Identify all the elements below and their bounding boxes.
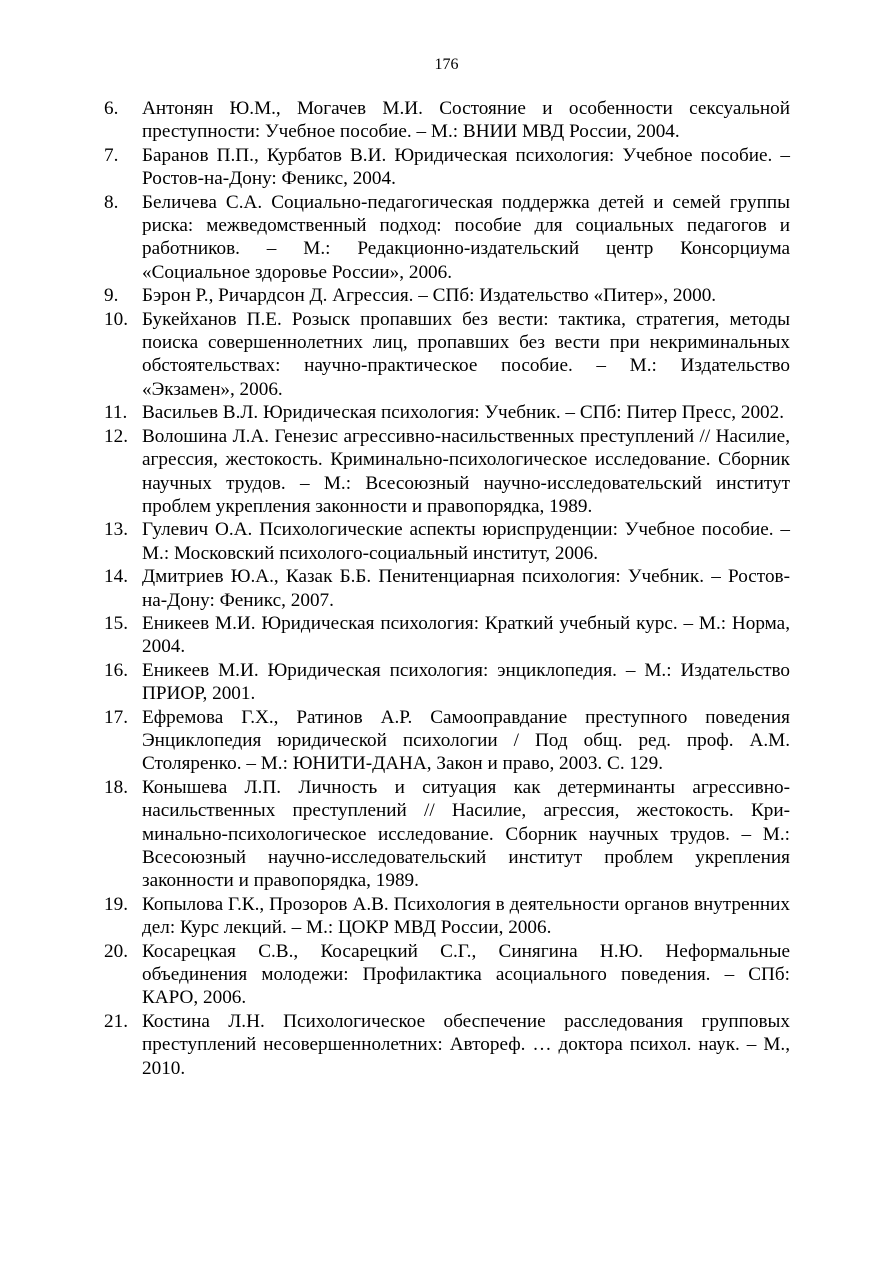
reference-number: 9.	[104, 285, 119, 307]
reference-text: Костина Л.Н. Психологическое обеспечение расследования групповых преступлений несовершеннолетних: Автореф. … доктора психол. наук. – М., 2010.	[142, 1010, 790, 1079]
reference-text: Гулевич О.А. Психологические аспекты юриспруденции: Учебное пособие. – М.: Московский психолого-социальный институт, 2006.	[142, 519, 790, 564]
reference-number: 15.	[104, 612, 128, 634]
reference-number: 11.	[104, 402, 128, 424]
reference-text: Букейханов П.Е. Розыск пропавших без вести: тактика, стратегия, методы поиска совершеннолетних лиц, пропавших без вести при некриминальных обстоятельствах: научно-практическое пособие. – М.: Издательство «Экзамен», 2006.	[142, 308, 790, 400]
reference-item	[100, 97, 790, 144]
reference-item	[100, 1010, 790, 1080]
reference-number: 10.	[104, 308, 128, 330]
reference-text: Дмитриев Ю.А., Казак Б.Б. Пенитенциарная психология: Учебник. – Ростов-на-Дону: Феникс, 2007.	[142, 566, 790, 611]
reference-text: Антонян Ю.М., Могачев М.И. Состояние и особенности сексуальной преступности: Учебное пособие. – М.: ВНИИ МВД России, 2004.	[142, 98, 790, 143]
reference-number: 16.	[104, 659, 128, 681]
reference-item	[100, 612, 790, 659]
reference-text: Копылова Г.К., Прозоров А.В. Психология в деятельности органов внутренних дел: Курс лекций. – М.: ЦОКР МВД России, 2006.	[142, 893, 790, 939]
reference-text: Беличева С.А. Социально-педагогическая поддержка детей и семей группы риска: межведомственный подход: пособие для социальных педагогов и работников. – М.: Редакционно-издательский центр Консорциума «Социальное здоровье России», 2006.	[142, 191, 790, 283]
reference-item	[100, 940, 790, 1010]
reference-item	[100, 191, 790, 285]
reference-item	[100, 565, 790, 612]
reference-text: Косарецкая С.В., Косарецкий С.Г., Синягина Н.Ю. Неформальные объединения молодежи: Профилактика асоциального поведения. – СПб: КАРО, 2006.	[142, 940, 790, 1009]
reference-number: 13.	[104, 519, 128, 541]
reference-number: 20.	[104, 940, 128, 962]
reference-number: 14.	[104, 566, 128, 588]
reference-item	[100, 776, 790, 893]
reference-number: 21.	[104, 1010, 128, 1032]
reference-text: Еникеев М.И. Юридическая психология: Краткий учебный курс. – М.: Норма, 2004.	[142, 612, 790, 658]
reference-item	[100, 308, 790, 402]
reference-text: Васильев В.Л. Юридическая психология: Учебник. – СПб: Питер Пресс, 2002.	[142, 402, 785, 424]
reference-text: Еникеев М.И. Юридическая психология: энциклопедия. – М.: Издательство ПРИОР, 2001.	[142, 659, 790, 705]
reference-item	[100, 401, 790, 424]
page-number: 176	[434, 56, 459, 73]
reference-item	[100, 893, 790, 940]
reference-number: 19.	[104, 893, 128, 915]
reference-number: 6.	[104, 98, 119, 119]
reference-text: Бэрон Р., Ричардсон Д. Агрессия. – СПб: Издательство «Питер», 2000.	[142, 285, 717, 307]
reference-text: Баранов П.П., Курбатов В.И. Юридическая психология: Учебное пособие. – Ростов-на-Дону: Феникс, 2004.	[142, 144, 790, 190]
reference-number: 7.	[104, 144, 119, 166]
reference-item	[100, 518, 790, 565]
reference-number: 12.	[104, 425, 128, 447]
reference-item	[100, 144, 790, 191]
reference-item	[100, 284, 790, 307]
reference-text: Конышева Л.П. Личность и ситуация как детерминанты агрессивно-насильственных преступлений // Насилие, агрессия, жестокость. Криминально-психологическое исследование. Сборник научных трудов. – М.: Всесоюзный научно-исследовательский институт проблем укрепления законности и правопорядка, 1989.	[142, 776, 790, 892]
reference-number: 17.	[104, 706, 128, 728]
reference-text: Ефремова Г.Х., Ратинов А.Р. Самооправдание преступного поведения Энциклопедия юридической психологии / Под общ. ред. проф. А.М. Столяренко. – М.: ЮНИТИ-ДАНА, Закон и право, 2003. С. 129.	[142, 706, 790, 775]
reference-item	[100, 425, 790, 519]
reference-list	[100, 97, 790, 1080]
reference-text: Волошина Л.А. Генезис агрессивно-насильственных преступлений // Насилие, агрессия, жестокость. Криминально-психологическое исследование. Сборник научных трудов. – М.: Всесоюзный научно-исследовательский институт проблем укрепления законности и правопорядка, 1989.	[142, 425, 790, 517]
reference-number: 8.	[104, 191, 119, 213]
reference-number: 18.	[104, 776, 128, 798]
reference-item	[100, 706, 790, 776]
reference-item	[100, 659, 790, 706]
